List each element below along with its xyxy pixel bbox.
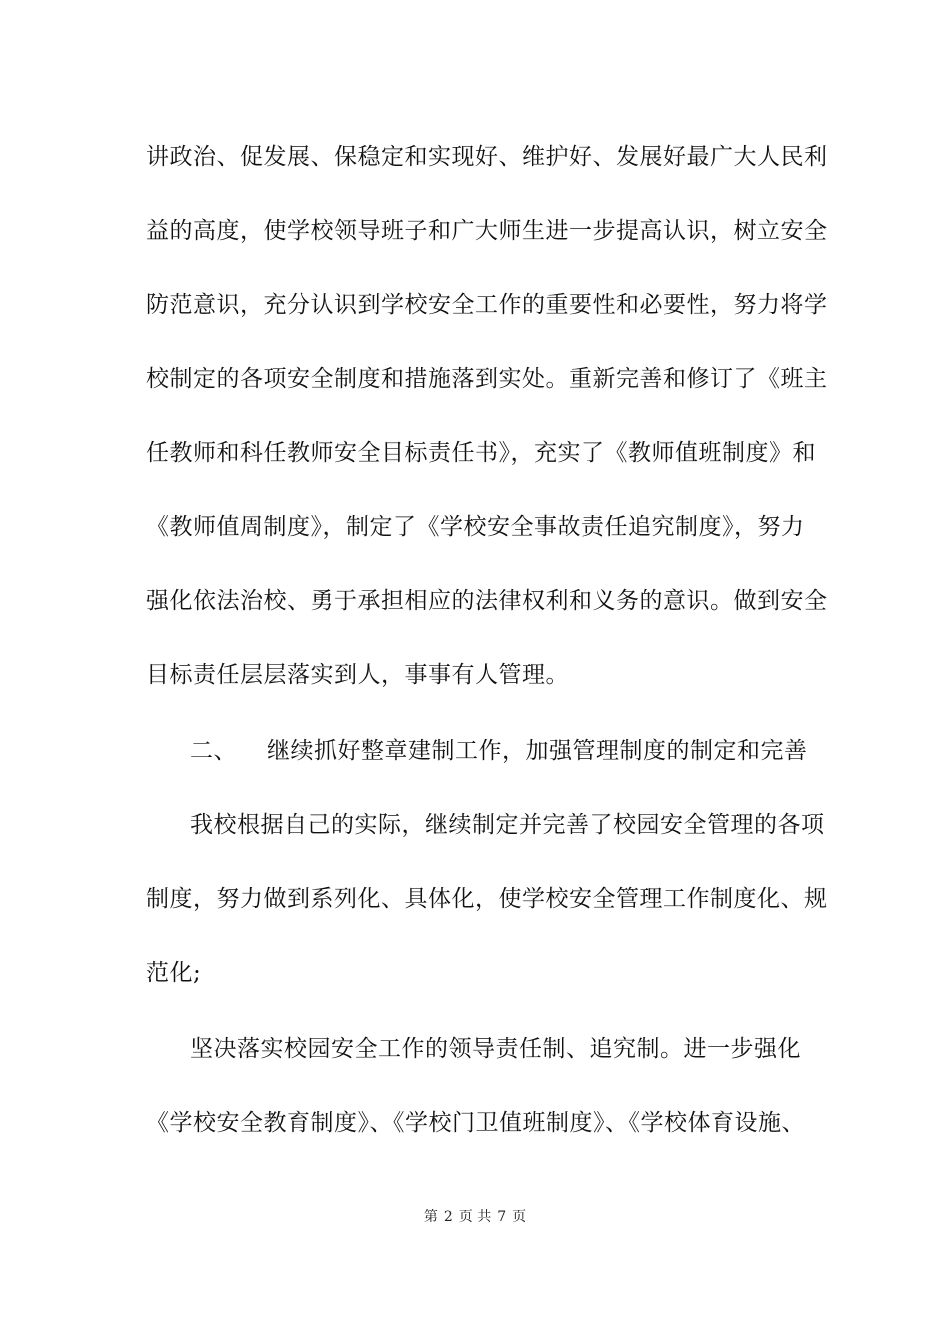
footer-suffix: 页 <box>512 1209 527 1225</box>
section-heading-number: 二、 <box>190 738 237 764</box>
para3-line-1: 坚决落实校园安全工作的领导责任制、追究制。进一步强化 <box>190 1036 801 1062</box>
body-line-4: 校制定的各项安全制度和措施落到实处。重新完善和修订了《班主 <box>146 366 828 392</box>
section-heading <box>190 736 808 766</box>
para3-line-2: 《学校安全教育制度》、《学校门卫值班制度》、《学校体育设施、 <box>146 1110 805 1136</box>
section-heading-text: 继续抓好整章建制工作，加强管理制度的制定和完善 <box>267 738 808 764</box>
footer-prefix: 第 <box>423 1209 438 1225</box>
footer-total-pages: 7 <box>497 1209 507 1225</box>
para2-line-2: 制度，努力做到系列化、具体化，使学校安全管理工作制度化、规 <box>146 886 828 912</box>
body-line-5: 任教师和科任教师安全目标责任书》，充实了《教师值班制度》和 <box>146 440 816 466</box>
footer-page-number: 2 <box>443 1209 453 1225</box>
body-line-2: 益的高度，使学校领导班子和广大师生进一步提高认识，树立安全 <box>146 218 828 244</box>
footer-middle: 页 共 <box>458 1209 492 1225</box>
page-footer <box>0 1208 950 1226</box>
body-line-1: 讲政治、促发展、保稳定和实现好、维护好、发展好最广大人民利 <box>146 144 828 170</box>
body-line-7: 强化依法治校、勇于承担相应的法律权利和义务的意识。做到安全 <box>146 588 828 614</box>
para2-line-3: 范化; <box>146 960 202 986</box>
body-line-6: 《教师值周制度》，制定了《学校安全事故责任追究制度》，努力 <box>146 514 805 540</box>
body-line-8: 目标责任层层落实到人，事事有人管理。 <box>146 662 569 688</box>
para2-line-1: 我校根据自己的实际，继续制定并完善了校园安全管理的各项 <box>190 812 825 838</box>
body-line-3: 防范意识，充分认识到学校安全工作的重要性和必要性，努力将学 <box>146 292 828 318</box>
